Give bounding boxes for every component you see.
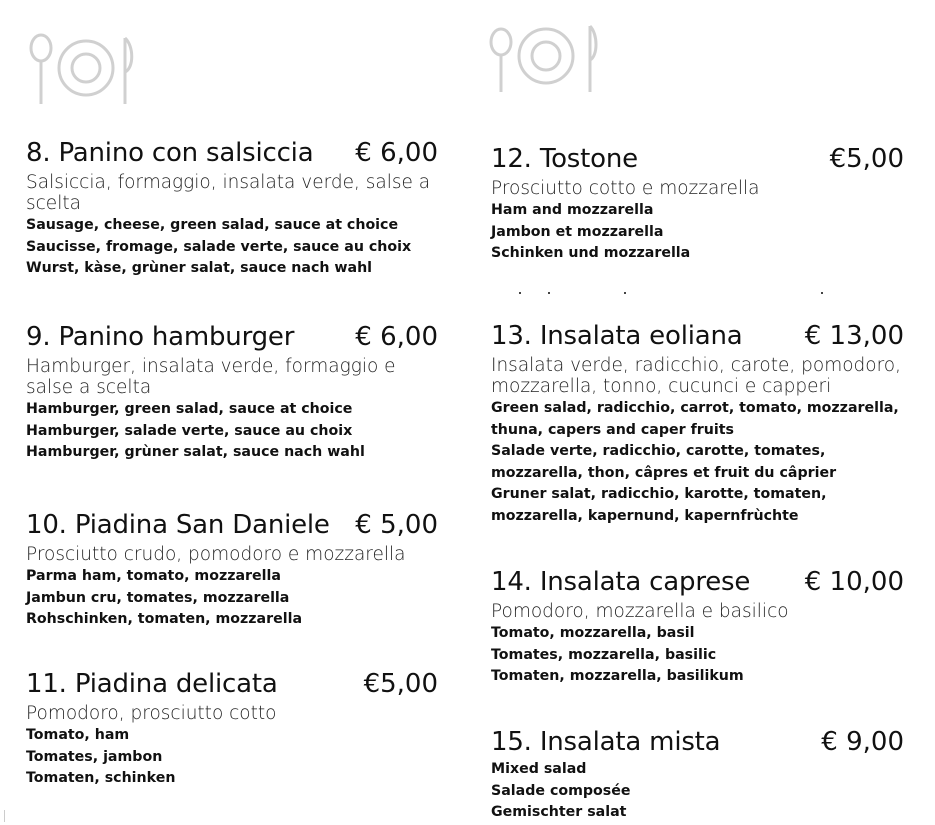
translation-en: Parma ham, tomato, mozzarella bbox=[26, 568, 281, 584]
item-description: Pomodoro, mozzarella e basilico bbox=[491, 601, 789, 622]
item-price: €5,00 bbox=[363, 669, 438, 699]
item-title: 12. Tostone bbox=[491, 144, 638, 174]
menu-item bbox=[491, 567, 904, 688]
menu-item bbox=[26, 510, 438, 631]
menu-item bbox=[491, 144, 904, 265]
translation-fr: Salade verte, radicchio, carotte, tomates, mozzarella, thon, câpres et fruit du câprier bbox=[491, 443, 837, 481]
item-price: € 5,00 bbox=[355, 510, 438, 540]
translation-fr: Saucisse, fromage, salade verte, sauce au choix bbox=[26, 238, 412, 255]
stray-mark bbox=[624, 292, 626, 294]
translation-de: Wurst, kàse, grùner salat, sauce nach wahl bbox=[26, 260, 373, 276]
translation-de: Tomaten, schinken bbox=[26, 770, 176, 786]
stray-mark bbox=[519, 292, 521, 294]
translation-de: Tomaten, mozzarella, basilikum bbox=[491, 668, 744, 684]
item-description: Prosciutto crudo, pomodoro e mozzarella bbox=[26, 544, 406, 565]
item-title: 9. Panino hamburger bbox=[26, 322, 295, 352]
menu-item bbox=[26, 322, 438, 464]
item-description: Salsiccia, formaggio, insalata verde, salse a scelta bbox=[26, 172, 431, 214]
translation-en: Green salad, radicchio, carrot, tomato, mozzarella, thuna, capers and caper fruits bbox=[491, 400, 899, 438]
item-price: € 6,00 bbox=[355, 138, 438, 168]
translation-en: Hamburger, green salad, sauce at choice bbox=[26, 401, 353, 417]
item-price: € 10,00 bbox=[804, 567, 904, 597]
translation-de: Gemischter salat bbox=[491, 804, 627, 820]
item-price: € 9,00 bbox=[821, 727, 904, 757]
translation-en: Sausage, cheese, green salad, sauce at choice bbox=[26, 217, 399, 233]
item-price: € 6,00 bbox=[355, 322, 438, 352]
item-title: 14. Insalata caprese bbox=[491, 567, 751, 597]
translation-en: Ham and mozzarella bbox=[491, 202, 654, 218]
translation-fr: Jambun cru, tomates, mozzarella bbox=[26, 589, 290, 606]
item-title: 8. Panino con salsiccia bbox=[26, 138, 314, 168]
translation-de: Schinken und mozzarella bbox=[491, 245, 691, 261]
translation-de: Hamburger, grùner salat, sauce nach wahl bbox=[26, 444, 365, 460]
item-price: € 13,00 bbox=[804, 321, 904, 351]
translation-de: Rohschinken, tomaten, mozzarella bbox=[26, 611, 303, 627]
translation-de: Gruner salat, radicchio, karotte, tomaten, mozzarella, kapernund, kapernfrùchte bbox=[491, 486, 827, 524]
translation-fr: Tomates, mozzarella, basilic bbox=[491, 646, 717, 663]
translation-en: Mixed salad bbox=[491, 761, 587, 777]
translation-en: Tomato, mozzarella, basil bbox=[491, 625, 695, 641]
menu-item bbox=[491, 321, 904, 527]
menu-item bbox=[26, 669, 438, 790]
translation-fr: Jambon et mozzarella bbox=[491, 223, 664, 240]
translation-fr: Hamburger, salade verte, sauce au choix bbox=[26, 422, 353, 439]
translation-fr: Salade composée bbox=[491, 782, 631, 799]
item-title: 15. Insalata mista bbox=[491, 727, 721, 757]
stray-mark bbox=[821, 292, 823, 294]
translation-fr: Tomates, jambon bbox=[26, 748, 163, 765]
item-description: Prosciutto cotto e mozzarella bbox=[491, 178, 760, 199]
menu-item bbox=[491, 727, 904, 824]
item-title: 11. Piadina delicata bbox=[26, 669, 278, 699]
item-description: Hamburger, insalata verde, formaggio e salse a scelta bbox=[26, 356, 396, 398]
item-title: 13. Insalata eoliana bbox=[491, 321, 743, 351]
item-description: Insalata verde, radicchio, carote, pomodoro, mozzarella, tonno, cucunci e capperi bbox=[491, 355, 901, 397]
item-description: Pomodoro, prosciutto cotto bbox=[26, 703, 277, 724]
spoon-plate-fork-icon bbox=[26, 18, 146, 110]
stray-mark bbox=[548, 292, 550, 294]
spoon-plate-fork-icon bbox=[486, 12, 606, 104]
translation-en: Tomato, ham bbox=[26, 727, 130, 743]
stray-mark bbox=[4, 810, 5, 822]
menu-item bbox=[26, 138, 438, 280]
item-title: 10. Piadina San Daniele bbox=[26, 510, 330, 540]
item-price: €5,00 bbox=[829, 144, 904, 174]
